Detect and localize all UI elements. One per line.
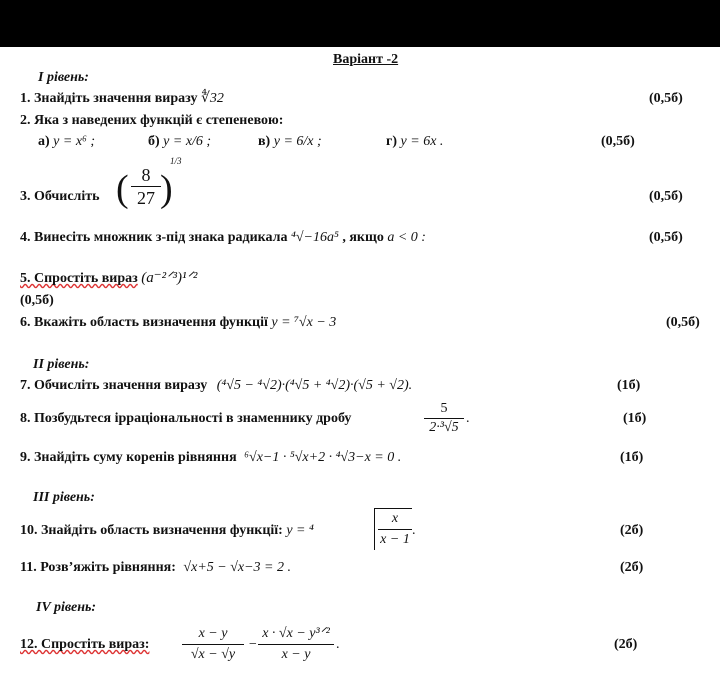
task-2-option-b: б) y = x/6 ;: [148, 134, 212, 149]
task-7-points: (1б): [617, 378, 641, 393]
task-12-fraction-2: x · √x − y³ᐟ² x − y: [258, 624, 334, 665]
task-10-period: .: [412, 523, 416, 538]
task-2-points: (0,5б): [601, 134, 635, 149]
task-7: 7. Обчисліть значення виразу (⁴√5 − ⁴√2)·(⁴√5 + ⁴√2)·(√5 + √2).: [20, 378, 413, 393]
task-5: 5. Спростіть вираз (a⁻²ᐟ³)¹ᐟ²: [20, 270, 198, 286]
task-4-points: (0,5б): [649, 230, 683, 245]
task-9-points: (1б): [620, 450, 644, 465]
level-2-heading: II рівень:: [33, 357, 90, 372]
task-8-period: .: [466, 411, 470, 426]
task-3-right-paren: ): [160, 168, 173, 210]
task-8-fraction: 5 2·³√5: [424, 400, 464, 437]
task-10: 10. Знайдіть область визначення функції: y = ⁴: [20, 523, 314, 538]
level-4-heading: IV рівень:: [36, 600, 97, 615]
task-12-period: .: [336, 637, 340, 652]
task-3-fraction: 8 27: [131, 164, 161, 209]
task-9: 9. Знайдіть суму коренів рівняння ⁶√x−1 · ⁵√x+2 · ⁴√3−x = 0 .: [20, 450, 402, 465]
task-5-points: (0,5б): [20, 293, 54, 308]
top-black-bar: [0, 0, 720, 47]
task-10-radical-fraction: x x − 1: [374, 508, 412, 550]
task-11-points: (2б): [620, 560, 644, 575]
task-3-points: (0,5б): [649, 189, 683, 204]
variant-title: Варіант -2: [333, 52, 399, 67]
task-12: 12. Спростіть вираз:: [20, 637, 150, 652]
task-6: 6. Вкажіть область визначення функції y = ⁷√x − 3: [20, 315, 337, 330]
task-12-fraction-1: x − y √x − √y: [182, 624, 244, 665]
task-12-minus: −: [248, 637, 258, 652]
task-4: 4. Винесіть множник з-під знака радикала ⁴√−16a⁵ , якщо a < 0 :: [20, 230, 426, 245]
task-1: 1. Знайдіть значення виразу ∜32: [20, 91, 224, 106]
level-3-heading: III рівень:: [33, 490, 95, 505]
task-2-option-d: г) y = 6x .: [386, 134, 444, 149]
task-3-left-paren: (: [116, 168, 129, 210]
task-8-points: (1б): [623, 411, 647, 426]
task-1-points: (0,5б): [649, 91, 683, 106]
task-12-points: (2б): [614, 637, 638, 652]
task-6-points: (0,5б): [666, 315, 700, 330]
task-2: 2. Яка з наведених функцій є степеневою:: [20, 113, 284, 128]
task-10-points: (2б): [620, 523, 644, 538]
task-8: 8. Позбудьтеся ірраціональності в знаменнику дробу: [20, 411, 352, 426]
task-2-option-a: а) y = x⁶ ;: [38, 134, 96, 149]
level-1-heading: I рівень:: [38, 70, 89, 85]
task-3-exponent: 1/3: [170, 156, 182, 166]
task-2-option-c: в) y = 6/x ;: [258, 134, 322, 149]
task-3: 3. Обчисліть: [20, 189, 100, 204]
task-11: 11. Розв’яжіть рівняння: √x+5 − √x−3 = 2 .: [20, 560, 292, 575]
